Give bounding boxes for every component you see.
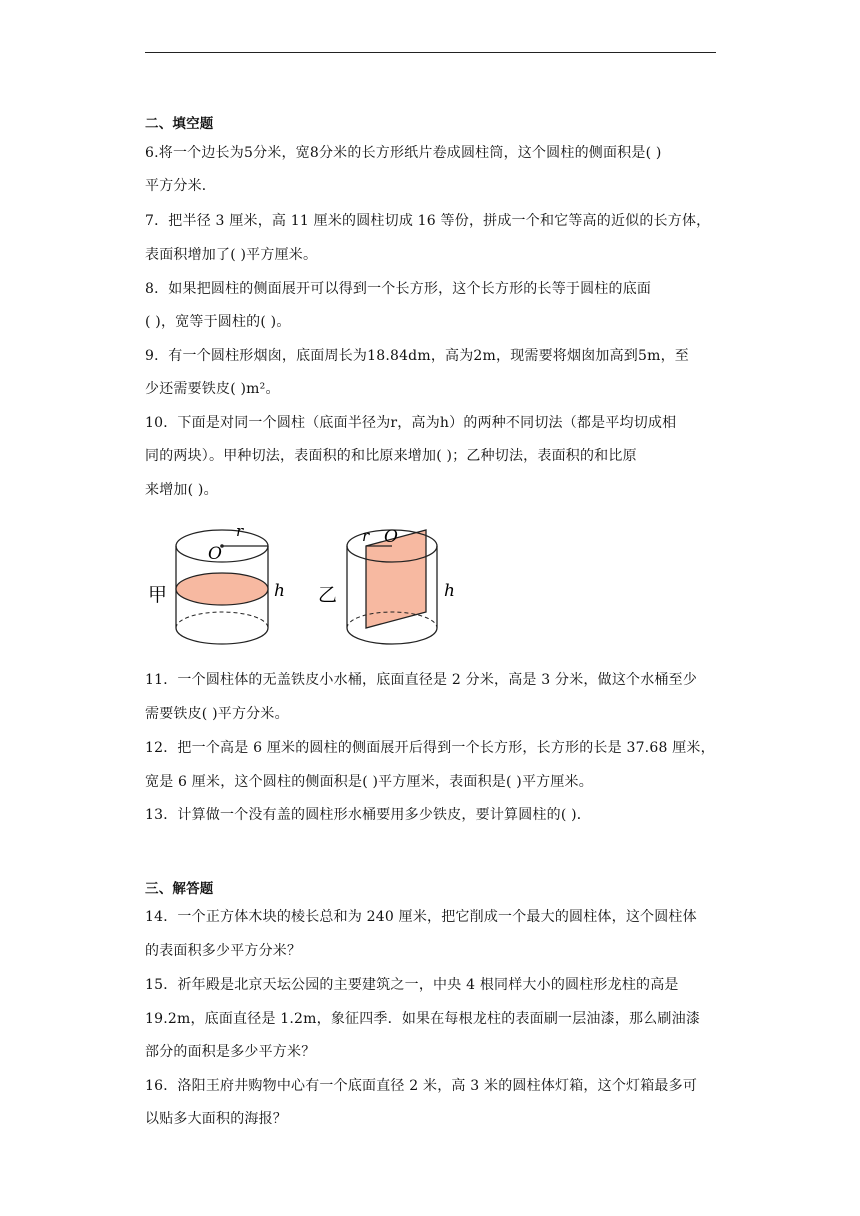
question-7-line-2: 表面积增加了( )平方厘米。: [145, 247, 318, 263]
question-14-line-2: 的表面积多少平方分米？: [145, 943, 302, 959]
question-13-line-1: 13．计算做一个没有盖的圆柱形水桶要用多少铁皮，要计算圆柱的( )．: [145, 807, 591, 823]
question-14-line-1: 14．一个正方体木块的棱长总和为 240 厘米，把它削成一个最大的圆柱体，这个圆柱体: [145, 909, 697, 925]
radius-label-jia: r: [236, 522, 244, 540]
section-title-fill-in: 二、填空题: [145, 116, 214, 132]
question-16-line-2: 以贴多大面积的海报？: [145, 1111, 287, 1127]
height-label-yi: h: [444, 581, 455, 601]
header-rule: [145, 52, 716, 53]
center-label-yi: O: [384, 527, 398, 547]
cylinder-cut-figure: [148, 516, 468, 652]
label-jia: 甲: [148, 584, 168, 606]
question-9-line-1: 9．有一个圆柱形烟囱，底面周长为18.84dm，高为2m，现需要将烟囱加高到5m，至: [145, 348, 689, 364]
label-yi: 乙: [318, 584, 338, 606]
question-10-line-2: 同的两块）。甲种切法，表面积的和比原来增加( )；乙种切法，表面积的和比原: [145, 448, 637, 464]
question-15-line-2: 19.2m，底面直径是 1.2m，象征四季．如果在每根龙柱的表面刷一层油漆，那么刷油漆: [145, 1011, 701, 1027]
question-10-line-3: 来增加( )。: [145, 482, 218, 498]
question-11-line-2: 需要铁皮( )平方分米。: [145, 706, 289, 722]
radius-label-yi: r: [362, 527, 370, 545]
question-6-line-2: 平方分米．: [145, 178, 216, 194]
question-9-line-2: 少还需要铁皮( )m²。: [145, 381, 280, 397]
section-title-answer: 三、解答题: [145, 881, 214, 897]
height-label-jia: h: [274, 581, 285, 601]
horizontal-cut-section: [176, 573, 268, 605]
question-7-line-1: 7．把半径 3 厘米，高 11 厘米的圆柱切成 16 等份，拼成一个和它等高的近似的长方体，: [145, 213, 711, 229]
question-12-line-2: 宽是 6 厘米，这个圆柱的侧面积是( )平方厘米，表面积是( )平方厘米。: [145, 774, 593, 790]
question-15-line-1: 15．祈年殿是北京天坛公园的主要建筑之一，中央 4 根同样大小的圆柱形龙柱的高是: [145, 977, 679, 993]
center-label-jia: O: [208, 544, 222, 564]
question-12-line-1: 12．把一个高是 6 厘米的圆柱的侧面展开后得到一个长方形，长方形的长是 37.68 厘米，: [145, 740, 715, 756]
question-11-line-1: 11．一个圆柱体的无盖铁皮小水桶，底面直径是 2 分米，高是 3 分米，做这个水桶至少: [145, 672, 698, 688]
cylinder-jia: [176, 522, 285, 644]
question-8-line-2: ( )，宽等于圆柱的( )。: [145, 314, 291, 330]
question-6-line-1: 6.将一个边长为5分米，宽8分米的长方形纸片卷成圆柱筒，这个圆柱的侧面积是( ): [145, 145, 662, 161]
cylinder-yi: [347, 527, 455, 644]
question-15-line-3: 部分的面积是多少平方米？: [145, 1044, 316, 1060]
question-8-line-1: 8．如果把圆柱的侧面展开可以得到一个长方形，这个长方形的长等于圆柱的底面: [145, 281, 652, 297]
question-10-line-1: 10．下面是对同一个圆柱（底面半径为r，高为h）的两种不同切法（都是平均切成相: [145, 415, 677, 431]
question-16-line-1: 16．洛阳王府井购物中心有一个底面直径 2 米，高 3 米的圆柱体灯箱，这个灯箱最多可: [145, 1078, 698, 1094]
